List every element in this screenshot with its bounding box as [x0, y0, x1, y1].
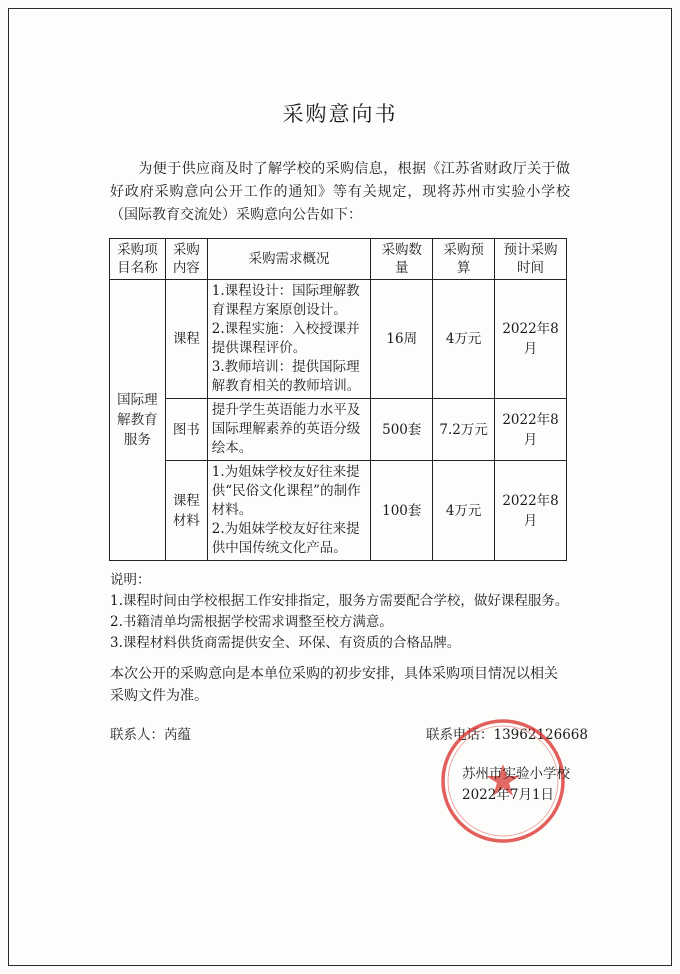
desc-line: 2.课程实施：入校授课并提供课程评价。 [211, 321, 360, 356]
time-cell: 2022年8月 [495, 461, 567, 561]
desc-line: 3.教师培训：提供国际理解教育相关的教师培训。 [211, 359, 361, 394]
note-item: 1.课程时间由学校根据工作安排指定，服务方需要配合学校，做好课程服务。 [110, 593, 569, 609]
note-item: 3.课程材料供货商需提供安全、环保、有资质的合格品牌。 [110, 635, 461, 651]
table-row [110, 461, 567, 561]
header-cell: 预计采购时间 [495, 239, 567, 280]
desc-cell [207, 399, 371, 461]
header-cell: 采购需求概况 [207, 239, 371, 280]
quantity-cell: 100套 [371, 461, 433, 561]
closing-paragraph [110, 663, 570, 707]
intro-text: 为便于供应商及时了解学校的采购信息，根据《江苏省财政厅关于做好政府采购意向公开工作的通知》等有关规定，现将苏州市实验小学校（国际教育交流处）采购意向公告如下： [110, 161, 570, 223]
budget-cell: 4万元 [433, 461, 495, 561]
notes-heading: 说明： [110, 572, 151, 588]
content-cell: 课程 [165, 280, 207, 399]
desc-line: 2.为姐妹学校友好往来提供中国传统文化产品。 [211, 521, 360, 556]
budget-cell: 7.2万元 [433, 399, 495, 461]
page-title: 采购意向书 [282, 102, 398, 126]
header-cell: 采购项目名称 [110, 239, 166, 280]
header-cell: 采购数量 [371, 239, 433, 280]
notes-section [110, 570, 580, 654]
quantity-cell: 500套 [371, 399, 433, 461]
table-row [110, 399, 567, 461]
time-cell: 2022年8月 [495, 280, 567, 399]
budget-cell: 4万元 [433, 280, 495, 399]
procurement-table [109, 238, 567, 561]
intro-paragraph [110, 158, 570, 227]
contact-person: 联系人：芮蕴 [110, 727, 191, 743]
desc-line: 提升学生英语能力水平及国际理解素养的英语分级绘本。 [211, 402, 361, 456]
desc-line: 1.课程设计：国际理解教育课程方案原创设计。 [211, 283, 360, 318]
content-cell: 课程材料 [165, 461, 207, 561]
time-cell: 2022年8月 [495, 399, 567, 461]
table-row [110, 280, 567, 399]
content-cell: 图书 [165, 399, 207, 461]
contact-phone: 联系电话：13962126668 [426, 727, 588, 743]
closing-text: 本次公开的采购意向是本单位采购的初步安排，具体采购项目情况以相关采购文件为准。 [110, 666, 558, 704]
header-cell: 采购内容 [165, 239, 207, 280]
organization-name: 苏州市实验小学校 [462, 766, 570, 782]
desc-cell [207, 461, 371, 561]
desc-cell [207, 280, 371, 399]
document-date: 2022年7月1日 [462, 787, 555, 803]
desc-line: 1.为姐妹学校友好往来提供“民俗文化课程”的制作材料。 [211, 464, 361, 518]
project-name-cell: 国际理解教育服务 [110, 280, 166, 561]
header-cell: 采购预算 [433, 239, 495, 280]
table-header-row [110, 239, 567, 280]
quantity-cell: 16周 [371, 280, 433, 399]
note-item: 2.书籍清单均需根据学校需求调整至校方满意。 [110, 614, 393, 630]
